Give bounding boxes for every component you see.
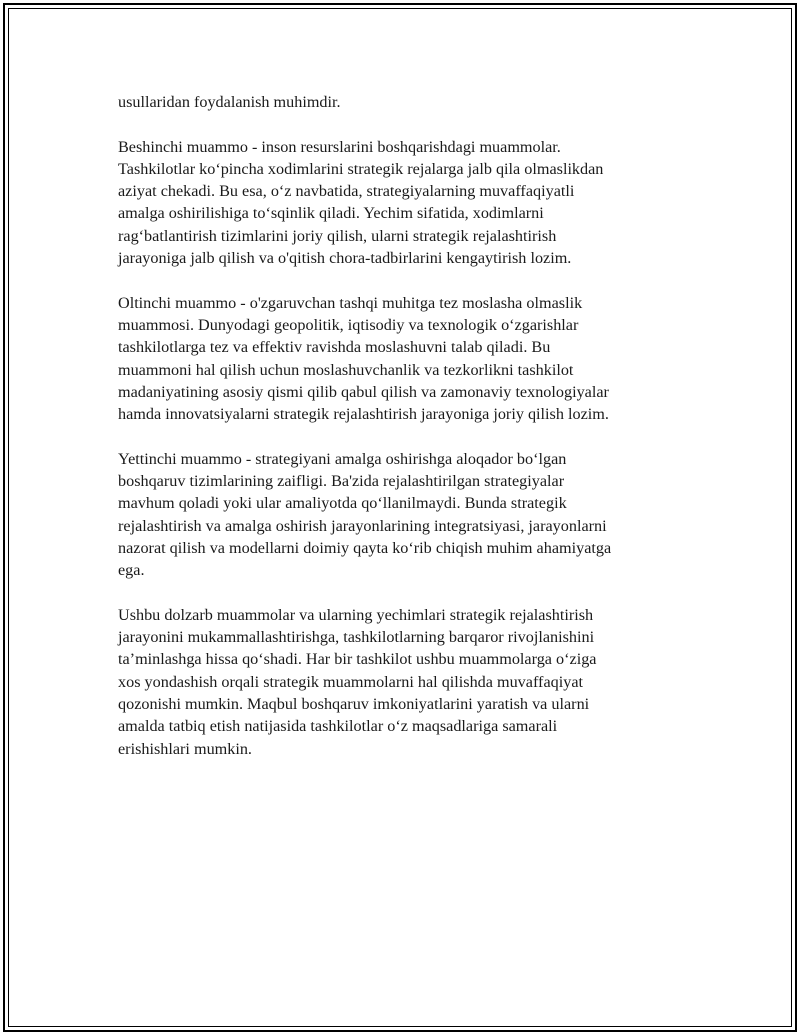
text-line: amalga oshirilishiga toʻsqinlik qiladi. Yechim sifatida, xodimlarni bbox=[118, 204, 544, 223]
text-line: jarayonini mukammallashtirishga, tashkilotlarning barqaror rivojlanishini bbox=[118, 628, 595, 647]
text-line: Oltinchi muammo - o'zgaruvchan tashqi muhitga tez moslasha olmaslik bbox=[118, 293, 583, 312]
text-line: nazorat qilish va modellarni doimiy qayta koʻrib chiqish muhim ahamiyatga bbox=[118, 538, 612, 557]
text-line: aziyat chekadi. Bu esa, oʻz navbatida, strategiyalarning muvaffaqiyatli bbox=[118, 182, 575, 201]
paragraph-conclusion bbox=[118, 604, 698, 760]
text-line: Tashkilotlar koʻpincha xodimlarini strategik rejalarga jalb qila olmaslikdan bbox=[118, 159, 604, 178]
text-line: erishishlari mumkin. bbox=[118, 739, 252, 758]
text-line: Ushbu dolzarb muammolar va ularning yechimlari strategik rejalashtirish bbox=[118, 605, 594, 624]
text-line: qozonishi mumkin. Maqbul boshqaruv imkoniyatlarini yaratish va ularni bbox=[118, 695, 590, 714]
text-line: tashkilotlarga tez va effektiv ravishda moslashuvni talab qiladi. Bu bbox=[118, 338, 551, 357]
text-line: mavhum qoladi yoki ular amaliyotda qoʻllanilmaydi. Bunda strategik bbox=[118, 494, 567, 513]
paragraph-continuation bbox=[118, 91, 698, 113]
text-line: madaniyatining asosiy qismi qilib qabul qilish va zamonaviy texnologiyalar bbox=[118, 382, 609, 401]
text-line: amalda tatbiq etish natijasida tashkilotlar oʻz maqsadlariga samarali bbox=[118, 717, 558, 736]
text-line: ega. bbox=[118, 561, 145, 580]
text-line: xos yondashish orqali strategik muammolarni hal qilishda muvaffaqiyat bbox=[118, 672, 584, 691]
text-line: rejalashtirish va amalga oshirish jarayonlarining integratsiyasi, jarayonlarni bbox=[118, 516, 607, 535]
document-body bbox=[118, 91, 698, 782]
text-line: muammoni hal qilish uchun moslashuvchanlik va tezkorlikni tashkilot bbox=[118, 360, 574, 379]
text-line: hamda innovatsiyalarni strategik rejalashtirish jarayoniga joriy qilish lozim. bbox=[118, 405, 609, 424]
paragraph-fifth-problem bbox=[118, 136, 698, 270]
text-line: usullaridan foydalanish muhimdir. bbox=[118, 93, 341, 111]
text-line: muammosi. Dunyodagi geopolitik, iqtisodiy va texnologik oʻzgarishlar bbox=[118, 315, 579, 334]
text-line: Yettinchi muammo - strategiyani amalga oshirishga aloqador boʻlgan bbox=[118, 449, 567, 468]
text-line: ragʻbatlantirish tizimlarini joriy qilish, ularni strategik rejalashtirish bbox=[118, 226, 557, 245]
text-line: Beshinchi muammo - inson resurslarini boshqarishdagi muammolar. bbox=[118, 137, 561, 156]
paragraph-sixth-problem bbox=[118, 292, 698, 426]
text-line: taʼminlashga hissa qoʻshadi. Har bir tashkilot ushbu muammolarga oʻziga bbox=[118, 650, 597, 669]
text-line: jarayoniga jalb qilish va o'qitish chora-tadbirlarini kengaytirish lozim. bbox=[118, 249, 572, 268]
text-line: boshqaruv tizimlarining zaifligi. Ba'zida rejalashtirilgan strategiyalar bbox=[118, 472, 565, 491]
paragraph-seventh-problem bbox=[118, 448, 698, 582]
